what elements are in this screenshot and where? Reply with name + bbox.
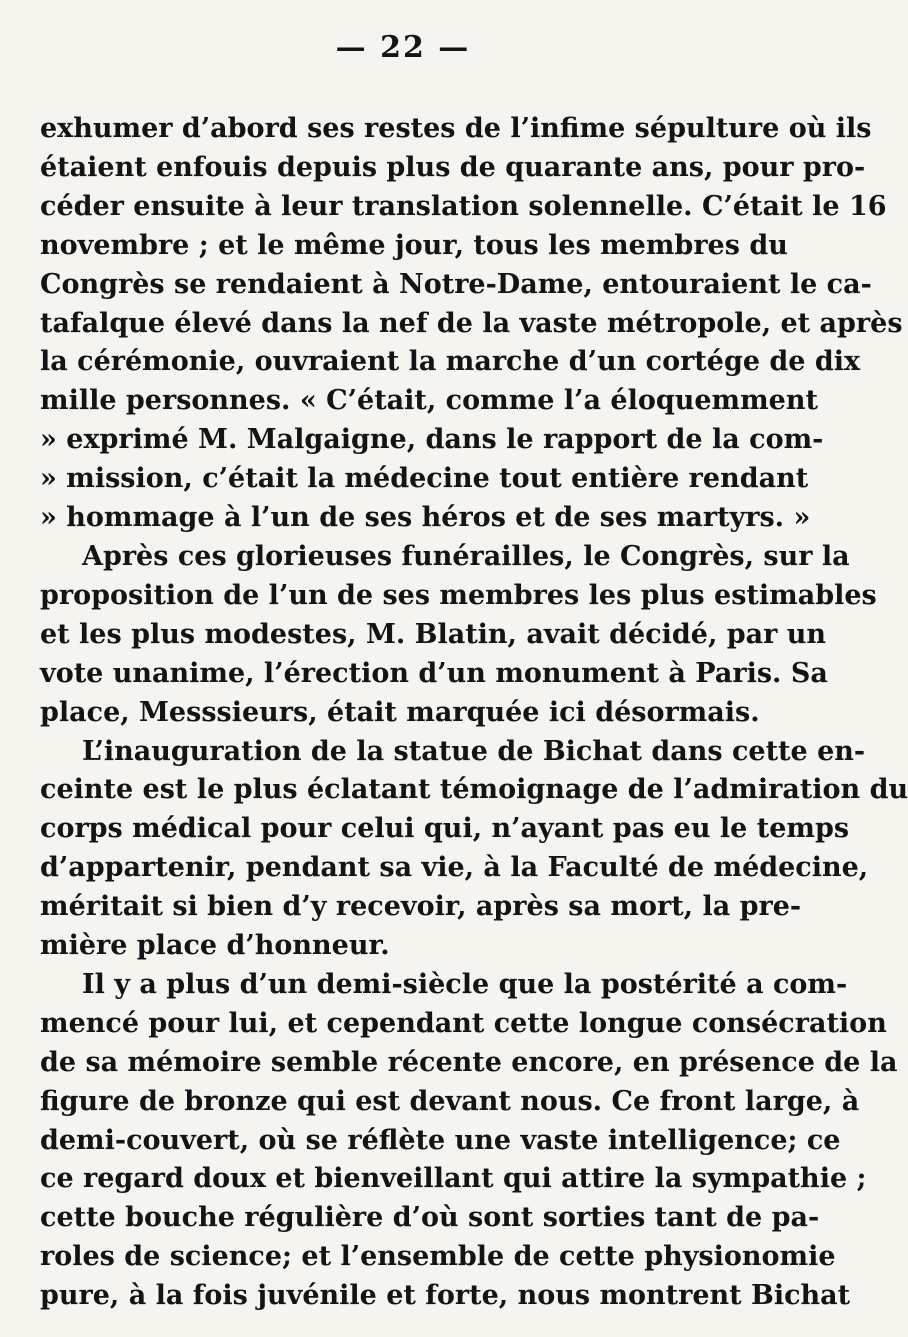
body-text (40, 110, 908, 1316)
text-line: de sa mémoire semble récente encore, en présence de la (40, 1046, 898, 1078)
paragraph (40, 538, 877, 733)
text-line: » mission, c’était la médecine tout entière rendant (40, 463, 809, 495)
text-line: L’inauguration de la statue de Bichat dans cette en- (82, 735, 866, 767)
text-line: pure, à la fois juvénile et forte, nous montrent Bichat (40, 1280, 851, 1312)
text-line: la cérémonie, ouvraient la marche d’un cortége de dix (40, 346, 861, 378)
text-line: méritait si bien d’y recevoir, après sa mort, la pre- (40, 891, 802, 923)
text-line: d’appartenir, pendant sa vie, à la Faculté de médecine, (40, 852, 869, 884)
text-line: ce regard doux et bienveillant qui attire la sympathie ; (40, 1163, 867, 1195)
paragraph (40, 733, 908, 966)
text-line: place, Messsieurs, était marquée ici désormais. (40, 696, 760, 728)
text-line: mière place d’honneur. (40, 930, 390, 962)
text-line: » hommage à l’un de ses héros et de ses martyrs. » (40, 502, 811, 534)
text-line: Après ces glorieuses funérailles, le Congrès, sur la (82, 540, 850, 572)
text-line: demi-couvert, où se réflète une vaste intelligence; ce (40, 1124, 841, 1156)
text-line: exhumer d’abord ses restes de l’infime sépulture où ils (40, 113, 872, 144)
text-line: figure de bronze qui est devant nous. Ce front large, à (40, 1085, 860, 1117)
text-line: proposition de l’un de ses membres les plus estimables (40, 579, 877, 611)
text-line: vote unanime, l’érection d’un monument à Paris. Sa (40, 657, 828, 689)
text-line: mencé pour lui, et cependant cette longue consécration (40, 1007, 887, 1039)
text-line: céder ensuite à leur translation solennelle. C’était le 16 (40, 190, 887, 222)
text-line: Congrès se rendaient à Notre-Dame, entouraient le ca- (40, 268, 872, 300)
text-line: Il y a plus d’un demi-siècle que la postérité a com- (82, 968, 848, 1000)
text-line: corps médical pour celui qui, n’ayant pas eu le temps (40, 813, 850, 845)
page-number: — 22 — (335, 30, 471, 65)
text-line: mille personnes. « C’était, comme l’a éloquemment (40, 385, 818, 417)
text-line: et les plus modestes, M. Blatin, avait décidé, par un (40, 618, 827, 650)
paragraph (40, 110, 903, 538)
paragraph (40, 966, 898, 1316)
text-line: » exprimé M. Malgaigne, dans le rapport de la com- (40, 424, 824, 456)
text-line: ceinte est le plus éclatant témoignage de l’admiration du (40, 774, 908, 806)
text-line: roles de science; et l’ensemble de cette physionomie (40, 1241, 836, 1273)
text-line: cette bouche régulière d’où sont sorties tant de pa- (40, 1202, 820, 1234)
text-line: tafalque élevé dans la nef de la vaste métropole, et après (40, 307, 903, 339)
text-line: novembre ; et le même jour, tous les membres du (40, 229, 788, 261)
text-line: étaient enfouis depuis plus de quarante ans, pour pro- (40, 151, 866, 183)
